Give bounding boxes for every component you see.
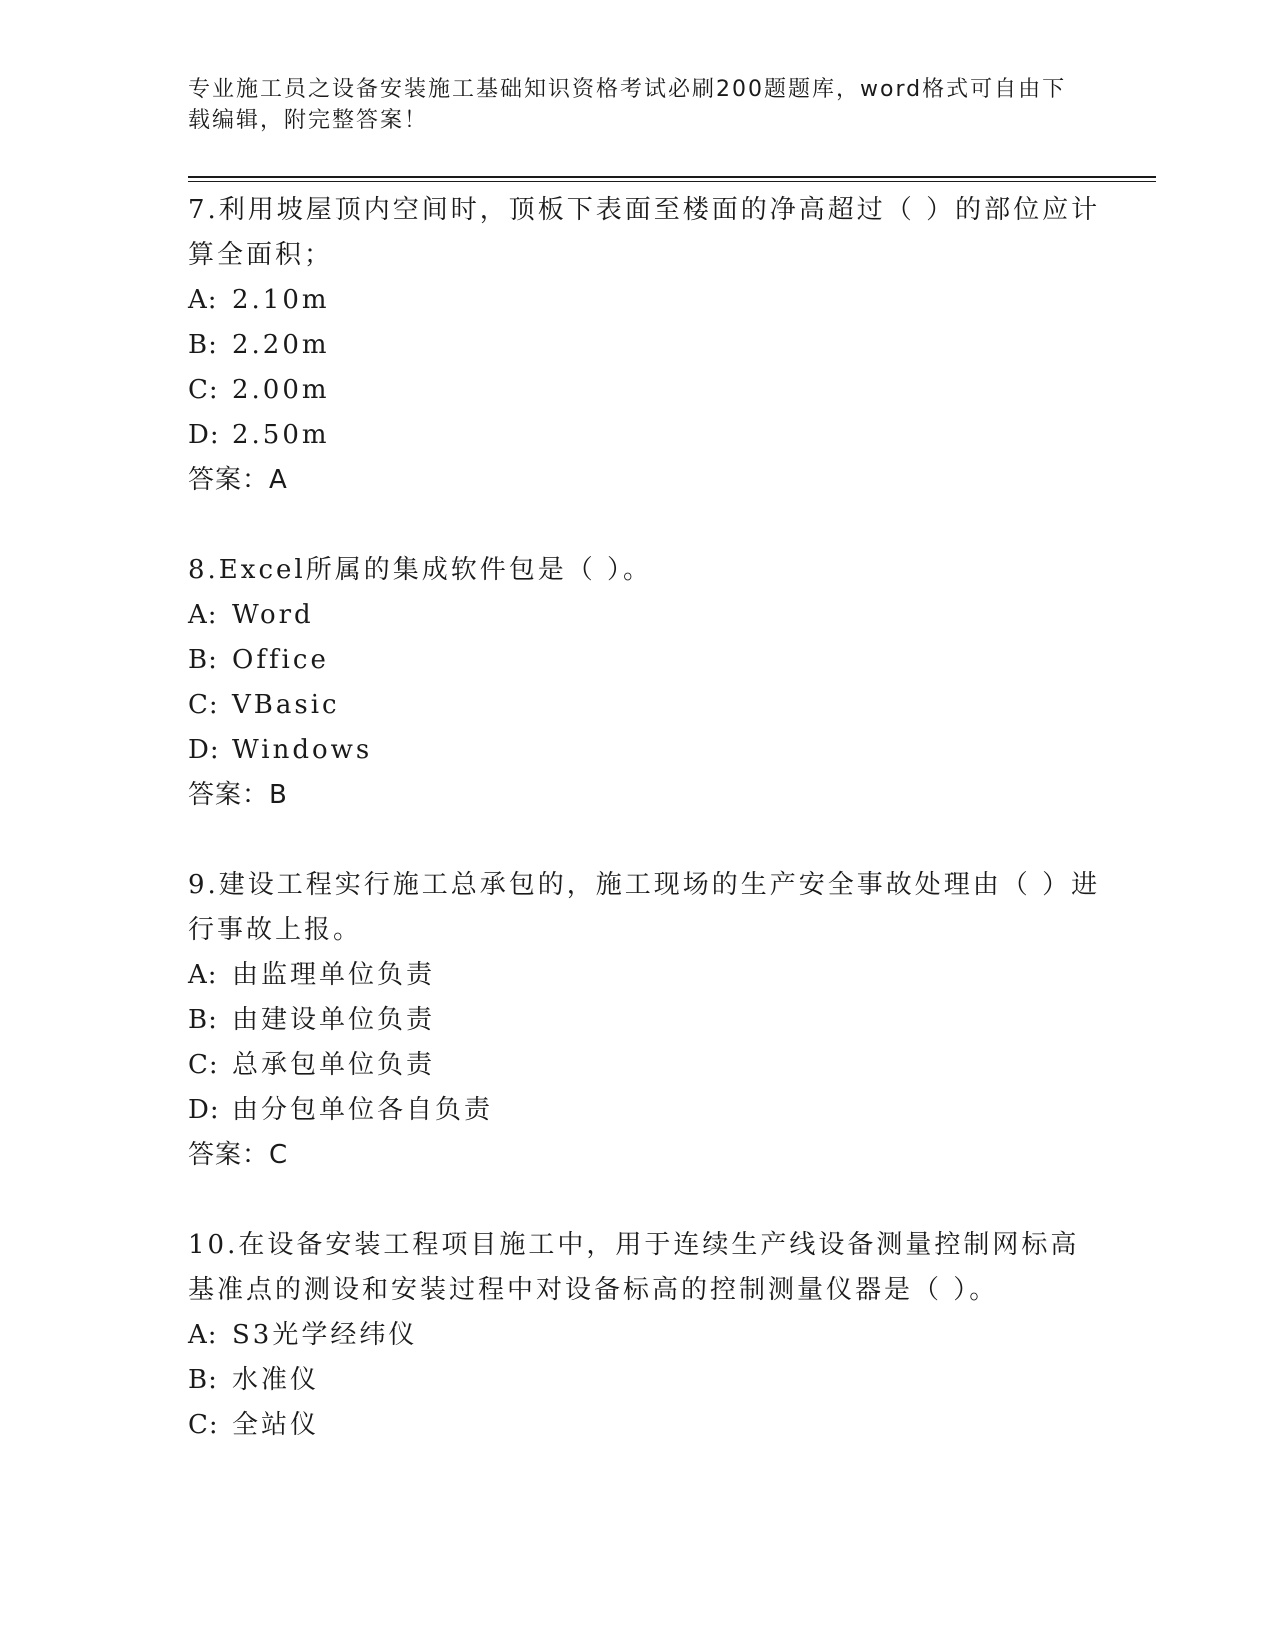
option-c (188, 368, 1108, 413)
option-b (188, 1358, 1108, 1403)
question-list (188, 188, 1108, 1493)
option-a (188, 593, 1108, 638)
option-text: 2.20m (232, 330, 330, 360)
option-b (188, 638, 1108, 683)
option-text: 由监理单位负责 (232, 960, 436, 990)
option-letter: D: (188, 420, 220, 450)
option-a (188, 1313, 1108, 1358)
option-letter: D: (188, 1095, 220, 1125)
option-b (188, 323, 1108, 368)
option-text: VBasic (232, 690, 340, 720)
header-divider (188, 176, 1156, 182)
option-a (188, 953, 1108, 998)
question-10 (188, 1223, 1108, 1448)
question-7 (188, 188, 1108, 503)
question-8 (188, 548, 1108, 818)
option-letter: B: (188, 330, 218, 360)
option-text: 全站仪 (232, 1410, 320, 1440)
option-letter: B: (188, 645, 218, 675)
option-c (188, 683, 1108, 728)
option-c (188, 1043, 1108, 1088)
option-letter: B: (188, 1005, 218, 1035)
option-letter: A: (188, 1320, 218, 1350)
option-d (188, 413, 1108, 458)
option-d (188, 728, 1108, 773)
question-stem: 10.在设备安装工程项目施工中，用于连续生产线设备测量控制网标高基准点的测设和安装过程中对设备标高的控制测量仪器是（ ）。 (188, 1230, 1080, 1305)
document-header: 专业施工员之设备安装施工基础知识资格考试必刷200题题库，word格式可自由下载编辑，附完整答案！ (188, 77, 1067, 133)
option-text: 2.10m (232, 285, 330, 315)
option-d (188, 1088, 1108, 1133)
option-letter: C: (188, 1410, 219, 1440)
option-letter: A: (188, 600, 218, 630)
option-letter: A: (188, 960, 218, 990)
option-text: 2.50m (232, 420, 330, 450)
option-letter: D: (188, 735, 220, 765)
answer-line: 答案：A (188, 465, 288, 495)
option-a (188, 278, 1108, 323)
option-text: Windows (232, 735, 373, 765)
option-text: 2.00m (232, 375, 330, 405)
question-stem: 9.建设工程实行施工总承包的，施工现场的生产安全事故处理由（ ）进行事故上报。 (188, 870, 1101, 945)
question-stem: 7.利用坡屋顶内空间时，顶板下表面至楼面的净高超过（ ）的部位应计算全面积； (188, 195, 1101, 270)
option-b (188, 998, 1108, 1043)
question-9 (188, 863, 1108, 1178)
option-text: 总承包单位负责 (232, 1050, 436, 1080)
option-text: Office (232, 645, 329, 675)
question-stem: 8.Excel所属的集成软件包是（ ）。 (188, 555, 652, 585)
option-text: S3光学经纬仪 (232, 1320, 418, 1350)
option-letter: C: (188, 1050, 219, 1080)
answer-line: 答案：B (188, 780, 288, 810)
option-text: Word (232, 600, 314, 630)
option-text: 由分包单位各自负责 (232, 1095, 494, 1125)
option-letter: C: (188, 375, 219, 405)
option-c (188, 1403, 1108, 1448)
option-letter: A: (188, 285, 218, 315)
option-letter: C: (188, 690, 219, 720)
option-text: 由建设单位负责 (232, 1005, 436, 1035)
answer-line: 答案：C (188, 1140, 289, 1170)
option-text: 水准仪 (232, 1365, 320, 1395)
option-letter: B: (188, 1365, 218, 1395)
